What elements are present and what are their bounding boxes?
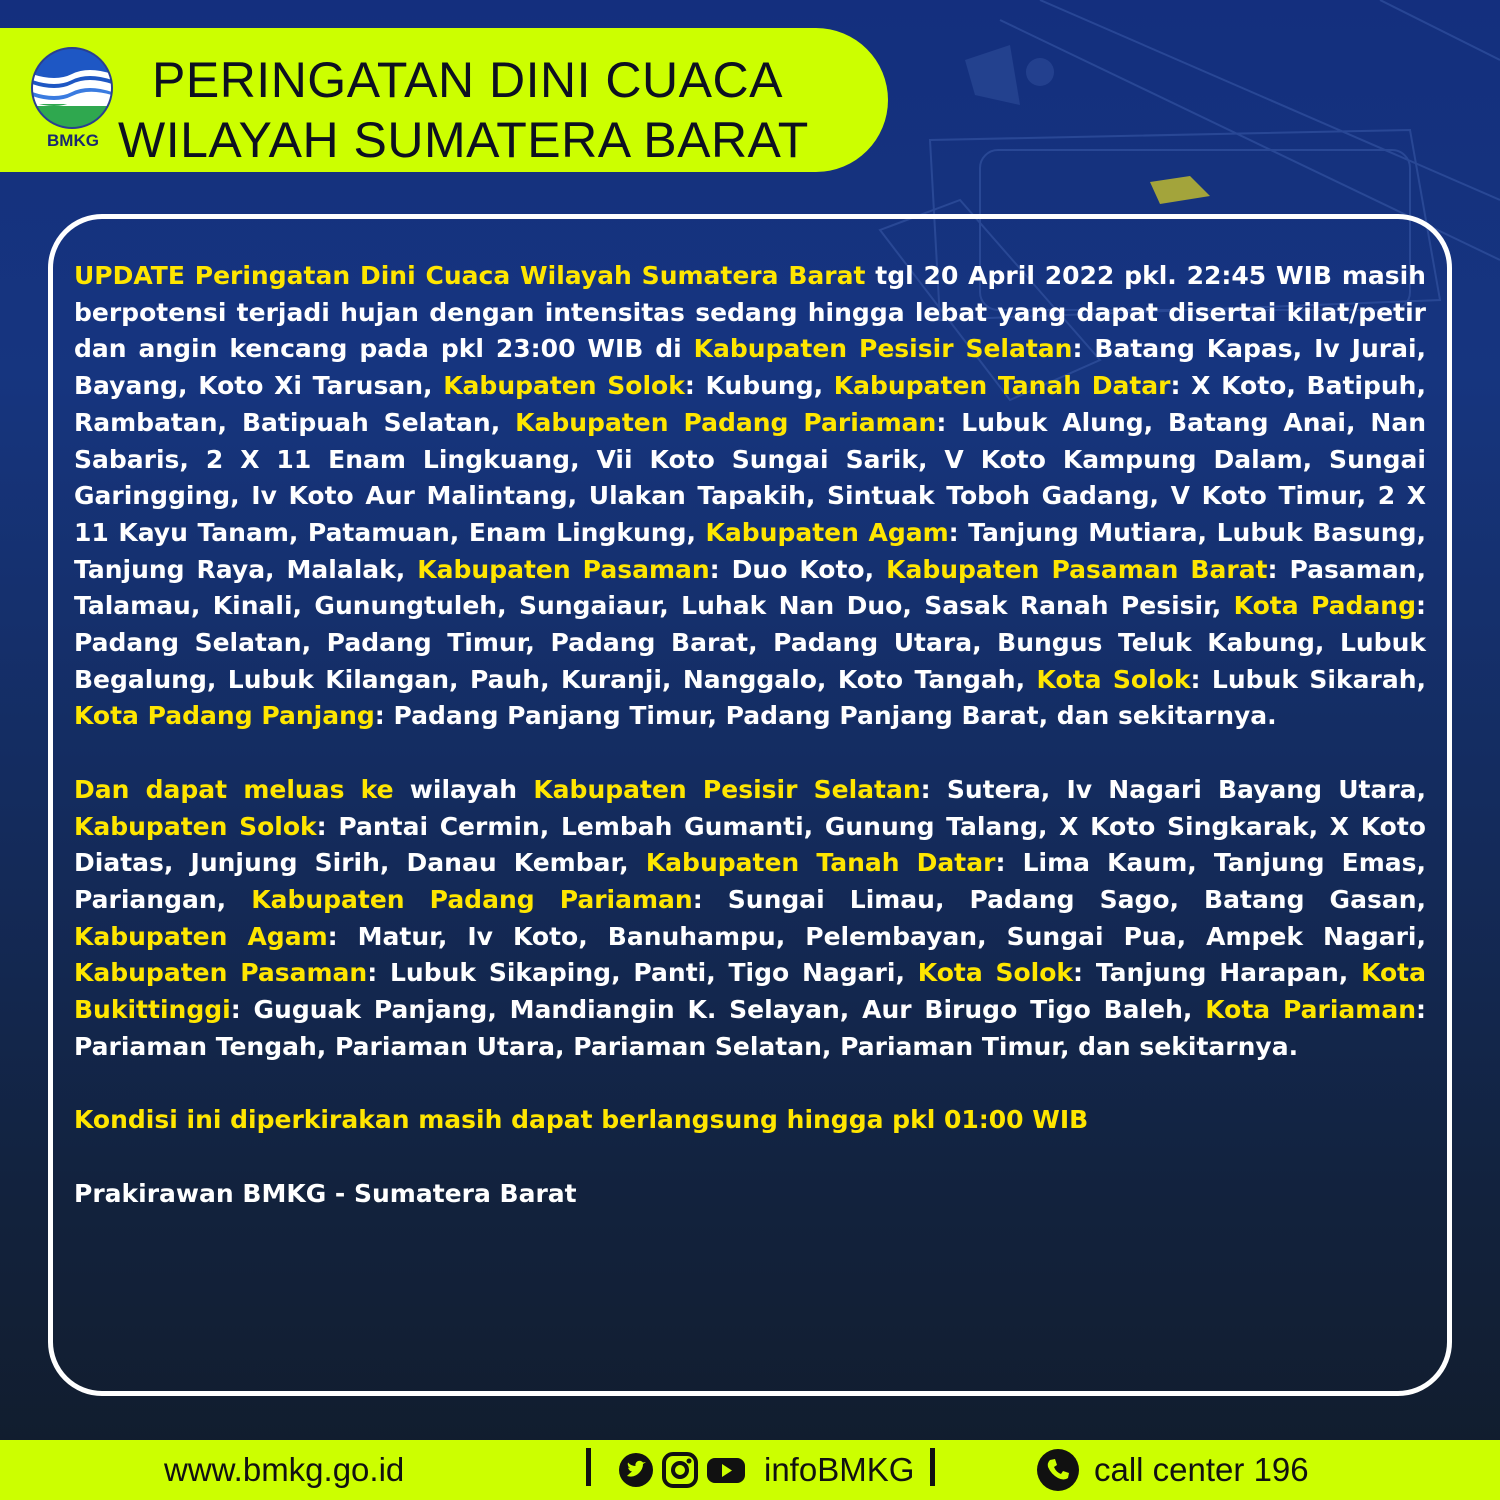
body-text: : Sutera, Iv Nagari Bayang Utara, bbox=[920, 774, 1427, 804]
social-links bbox=[618, 1448, 914, 1492]
body-text: : Padang Selatan, Padang Timur, Padang Barat, Padang Utara, Bungus Teluk Kabung, Lubuk Begalung, Lubuk Kilangan, Pauh, Kuranji, Nanggalo, Koto Tangah, bbox=[74, 591, 1426, 694]
highlight-text: Kota Padang bbox=[1233, 591, 1416, 621]
highlight-text: Kabupaten Agam bbox=[705, 517, 949, 547]
highlight-text: Kabupaten Solok bbox=[443, 371, 685, 401]
body-text: : Padang Panjang Timur, Padang Panjang Barat, dan sekitarnya. bbox=[374, 701, 1277, 731]
body-text: : X Koto, Batipuh, Rambatan, Batipuah Selatan, bbox=[74, 371, 1426, 437]
footer-divider bbox=[930, 1448, 935, 1486]
highlight-text: Kondisi ini diperkirakan masih dapat berlangsung hingga pkl 01:00 WIB bbox=[74, 1105, 1089, 1135]
highlight-text: Kabupaten Pesisir Selatan bbox=[693, 334, 1073, 364]
body-text: : Tanjung Mutiara, Lubuk Basung, Tanjung Raya, Malalak, bbox=[74, 517, 1426, 584]
call-center-text: call center 196 bbox=[1094, 1451, 1309, 1488]
highlight-text: Kabupaten Pasaman bbox=[417, 554, 710, 584]
body-text: : Lima Kaum, Tanjung Emas, Pariangan, bbox=[74, 848, 1427, 914]
forecaster-signature bbox=[74, 1176, 1426, 1213]
body-text: Prakirawan BMKG - Sumatera Barat bbox=[74, 1178, 577, 1208]
website-link[interactable] bbox=[164, 1448, 404, 1492]
highlight-text: Kabupaten Agam bbox=[74, 921, 328, 951]
highlight-text: Kota Solok bbox=[917, 958, 1074, 988]
body-text: : Batang Kapas, Iv Jurai, Bayang, Koto Xi Tarusan, bbox=[74, 334, 1427, 401]
body-text: : Pasaman, Talamau, Kinali, Gunungtuleh, Sungaiaur, Luhak Nan Duo, Sasak Ranah Pesisir, bbox=[74, 554, 1426, 621]
body-text: : Guguak Panjang, Mandiangin K. Selayan, Aur Birugo Tigo Baleh, bbox=[230, 995, 1206, 1025]
body-text: wilayah bbox=[393, 774, 534, 804]
highlight-text: Kabupaten Pesisir Selatan bbox=[533, 774, 921, 804]
highlight-text: Kabupaten Padang Pariaman bbox=[251, 884, 693, 914]
highlight-text: Kabupaten Pasaman bbox=[74, 958, 368, 988]
footer-divider bbox=[586, 1448, 591, 1486]
social-handle[interactable]: infoBMKG bbox=[764, 1451, 915, 1488]
instagram-icon[interactable] bbox=[662, 1452, 698, 1488]
body-text: : Matur, Iv Koto, Banuhampu, Pelembayan, Sungai Pua, Ampek Nagari, bbox=[327, 921, 1426, 951]
highlight-text: Kota Solok bbox=[1036, 664, 1191, 694]
warning-content bbox=[74, 258, 1426, 1212]
highlight-text: UPDATE Peringatan Dini Cuaca Wilayah Sumatera Barat bbox=[74, 261, 866, 290]
highlight-text: Kabupaten Solok bbox=[74, 811, 317, 841]
body-text: : Tanjung Harapan, bbox=[1073, 958, 1362, 988]
highlight-text: Kabupaten Padang Pariaman bbox=[515, 407, 937, 437]
warning-paragraph-2 bbox=[74, 772, 1426, 1066]
body-text: : Lubuk Alung, Batang Anai, Nan Sabaris, 2 X 11 Enam Lingkuang, Vii Koto Sungai Sarik, V Koto Kampung Dalam, Sungai Garingging, Iv Koto Aur Malintang, Ulakan Tapakih, Sintuak Toboh Gadang, V Koto Timur, 2 X 11 Kayu Tanam, Patamuan, Enam Lingkung, bbox=[74, 407, 1426, 547]
body-text: : Lubuk Sikarah, bbox=[1190, 664, 1426, 694]
phone-icon bbox=[1036, 1448, 1080, 1492]
body-text: : Sungai Limau, Padang Sago, Batang Gasan, bbox=[692, 884, 1426, 914]
call-center[interactable] bbox=[1036, 1448, 1309, 1492]
website-text: www.bmkg.go.id bbox=[164, 1451, 405, 1488]
body-text: : Pantai Cermin, Lembah Gumanti, Gunung Talang, X Koto Singkarak, X Koto Diatas, Junjung Sirih, Danau Kembar, bbox=[74, 811, 1426, 878]
body-text: : Lubuk Sikaping, Panti, Tigo Nagari, bbox=[367, 958, 918, 988]
twitter-icon[interactable] bbox=[618, 1452, 654, 1488]
body-text: tgl 20 April 2022 pkl. 22:45 WIB masih berpotensi terjadi hujan dengan intensitas sedang hingga lebat yang dapat disertai kilat/petir dan angin kencang pada pkl 23:00 WIB di bbox=[74, 261, 1426, 364]
highlight-text: Kabupaten Pasaman Barat bbox=[886, 554, 1268, 584]
page-title-line1: PERINGATAN DINI CUACA bbox=[152, 52, 783, 108]
highlight-text: Dan dapat meluas ke bbox=[74, 774, 394, 804]
highlight-text: Kota Pariaman bbox=[1205, 995, 1416, 1025]
logo-text: BMKG bbox=[47, 131, 99, 150]
page-title-line2: WILAYAH SUMATERA BARAT bbox=[118, 112, 809, 168]
warning-paragraph-3 bbox=[74, 1102, 1426, 1139]
highlight-text: Kabupaten Tanah Datar bbox=[645, 848, 996, 878]
body-text: : Kubung, bbox=[684, 371, 834, 401]
warning-paragraph-1 bbox=[74, 258, 1426, 735]
highlight-text: Kabupaten Tanah Datar bbox=[833, 371, 1171, 401]
youtube-icon[interactable] bbox=[706, 1452, 746, 1488]
body-text: : Pariaman Tengah, Pariaman Utara, Pariaman Selatan, Pariaman Timur, dan sekitarnya. bbox=[74, 995, 1426, 1061]
highlight-text: Kota Bukittinggi bbox=[74, 958, 1426, 1025]
highlight-text: Kota Padang Panjang bbox=[74, 701, 375, 731]
body-text: : Duo Koto, bbox=[709, 554, 887, 584]
